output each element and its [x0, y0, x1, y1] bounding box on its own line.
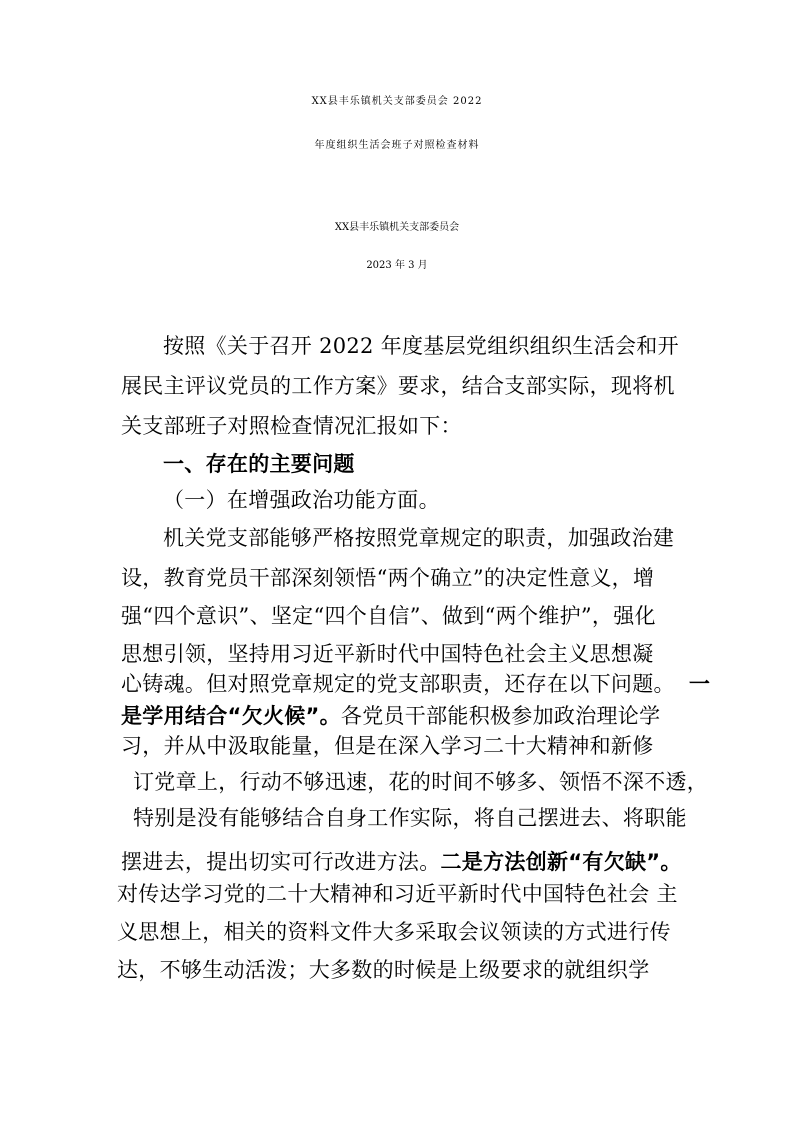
- line-10-text: 摆进去，提出切实可行改进方法。: [121, 850, 441, 874]
- point-2-title: 二是方法创新“有欠缺”。: [440, 850, 682, 874]
- document-title-line-2: 年度组织生活会班子对照检查材料: [314, 140, 480, 151]
- paragraph-line-10: [121, 846, 682, 876]
- paragraph-line-13: 达，不够生动活泼；大多数的时候是上级要求的就组织学: [117, 958, 650, 982]
- intro-line-2: 展民主评议党员的工作方案》要求，结合支部实际，现将机: [121, 374, 675, 398]
- paragraph-line-4: 思想引领，坚持用习近平新时代中国特色社会主义思想凝: [121, 642, 654, 666]
- intro-line-3: 关支部班子对照检查情况汇报如下：: [121, 414, 462, 438]
- paragraph-line-8: 订党章上，行动不够迅速，花的时间不够多、领悟不深不透，: [133, 770, 709, 794]
- document-title-line-1: XX县丰乐镇机关支部委员会 2022: [311, 96, 483, 107]
- section-heading: 一、存在的主要问题: [163, 452, 355, 476]
- line-5-text: 心铸魂。但对照党章规定的党支部职责，还存在以下问题。: [121, 672, 675, 696]
- point-1-title: 是学用结合“欠火候”。: [121, 704, 341, 728]
- paragraph-line-11: 对传达学习党的二十大精神和习近平新时代中国特色社会 主: [117, 882, 678, 906]
- paragraph-line-3: 强“四个意识”、坚定“四个自信”、做到“两个维护”，强化: [121, 604, 656, 628]
- paragraph-line-6: [121, 700, 660, 730]
- paragraph-line-5: [121, 668, 710, 698]
- paragraph-line-9: 特别是没有能够结合自身工作实际，将自己摆进去、将职能: [133, 806, 687, 830]
- paragraph-line-1: 机关党支部能够严格按照党章规定的职责，加强政治建: [163, 526, 675, 550]
- subsection-heading: （一）在增强政治功能方面。: [163, 488, 440, 512]
- line-5-bold-text: 一: [688, 672, 711, 696]
- paragraph-line-7: 习，并从中汲取能量，但是在深入学习二十大精神和新修: [121, 734, 654, 758]
- paragraph-line-2: 设，教育党员干部深刻领悟“两个确立”的决定性意义，增: [121, 566, 655, 590]
- line-6-text: 各党员干部能积极参加政治理论学: [340, 704, 661, 728]
- paragraph-line-12: 义思想上，相关的资料文件大多采取会议领读的方式进行传: [117, 920, 671, 944]
- document-date: 2023 年 3 月: [366, 260, 428, 271]
- issuer: XX县丰乐镇机关支部委员会: [334, 222, 460, 233]
- intro-line-1: 按照《关于召开 2022 年度基层党组织组织生活会和开: [163, 334, 679, 358]
